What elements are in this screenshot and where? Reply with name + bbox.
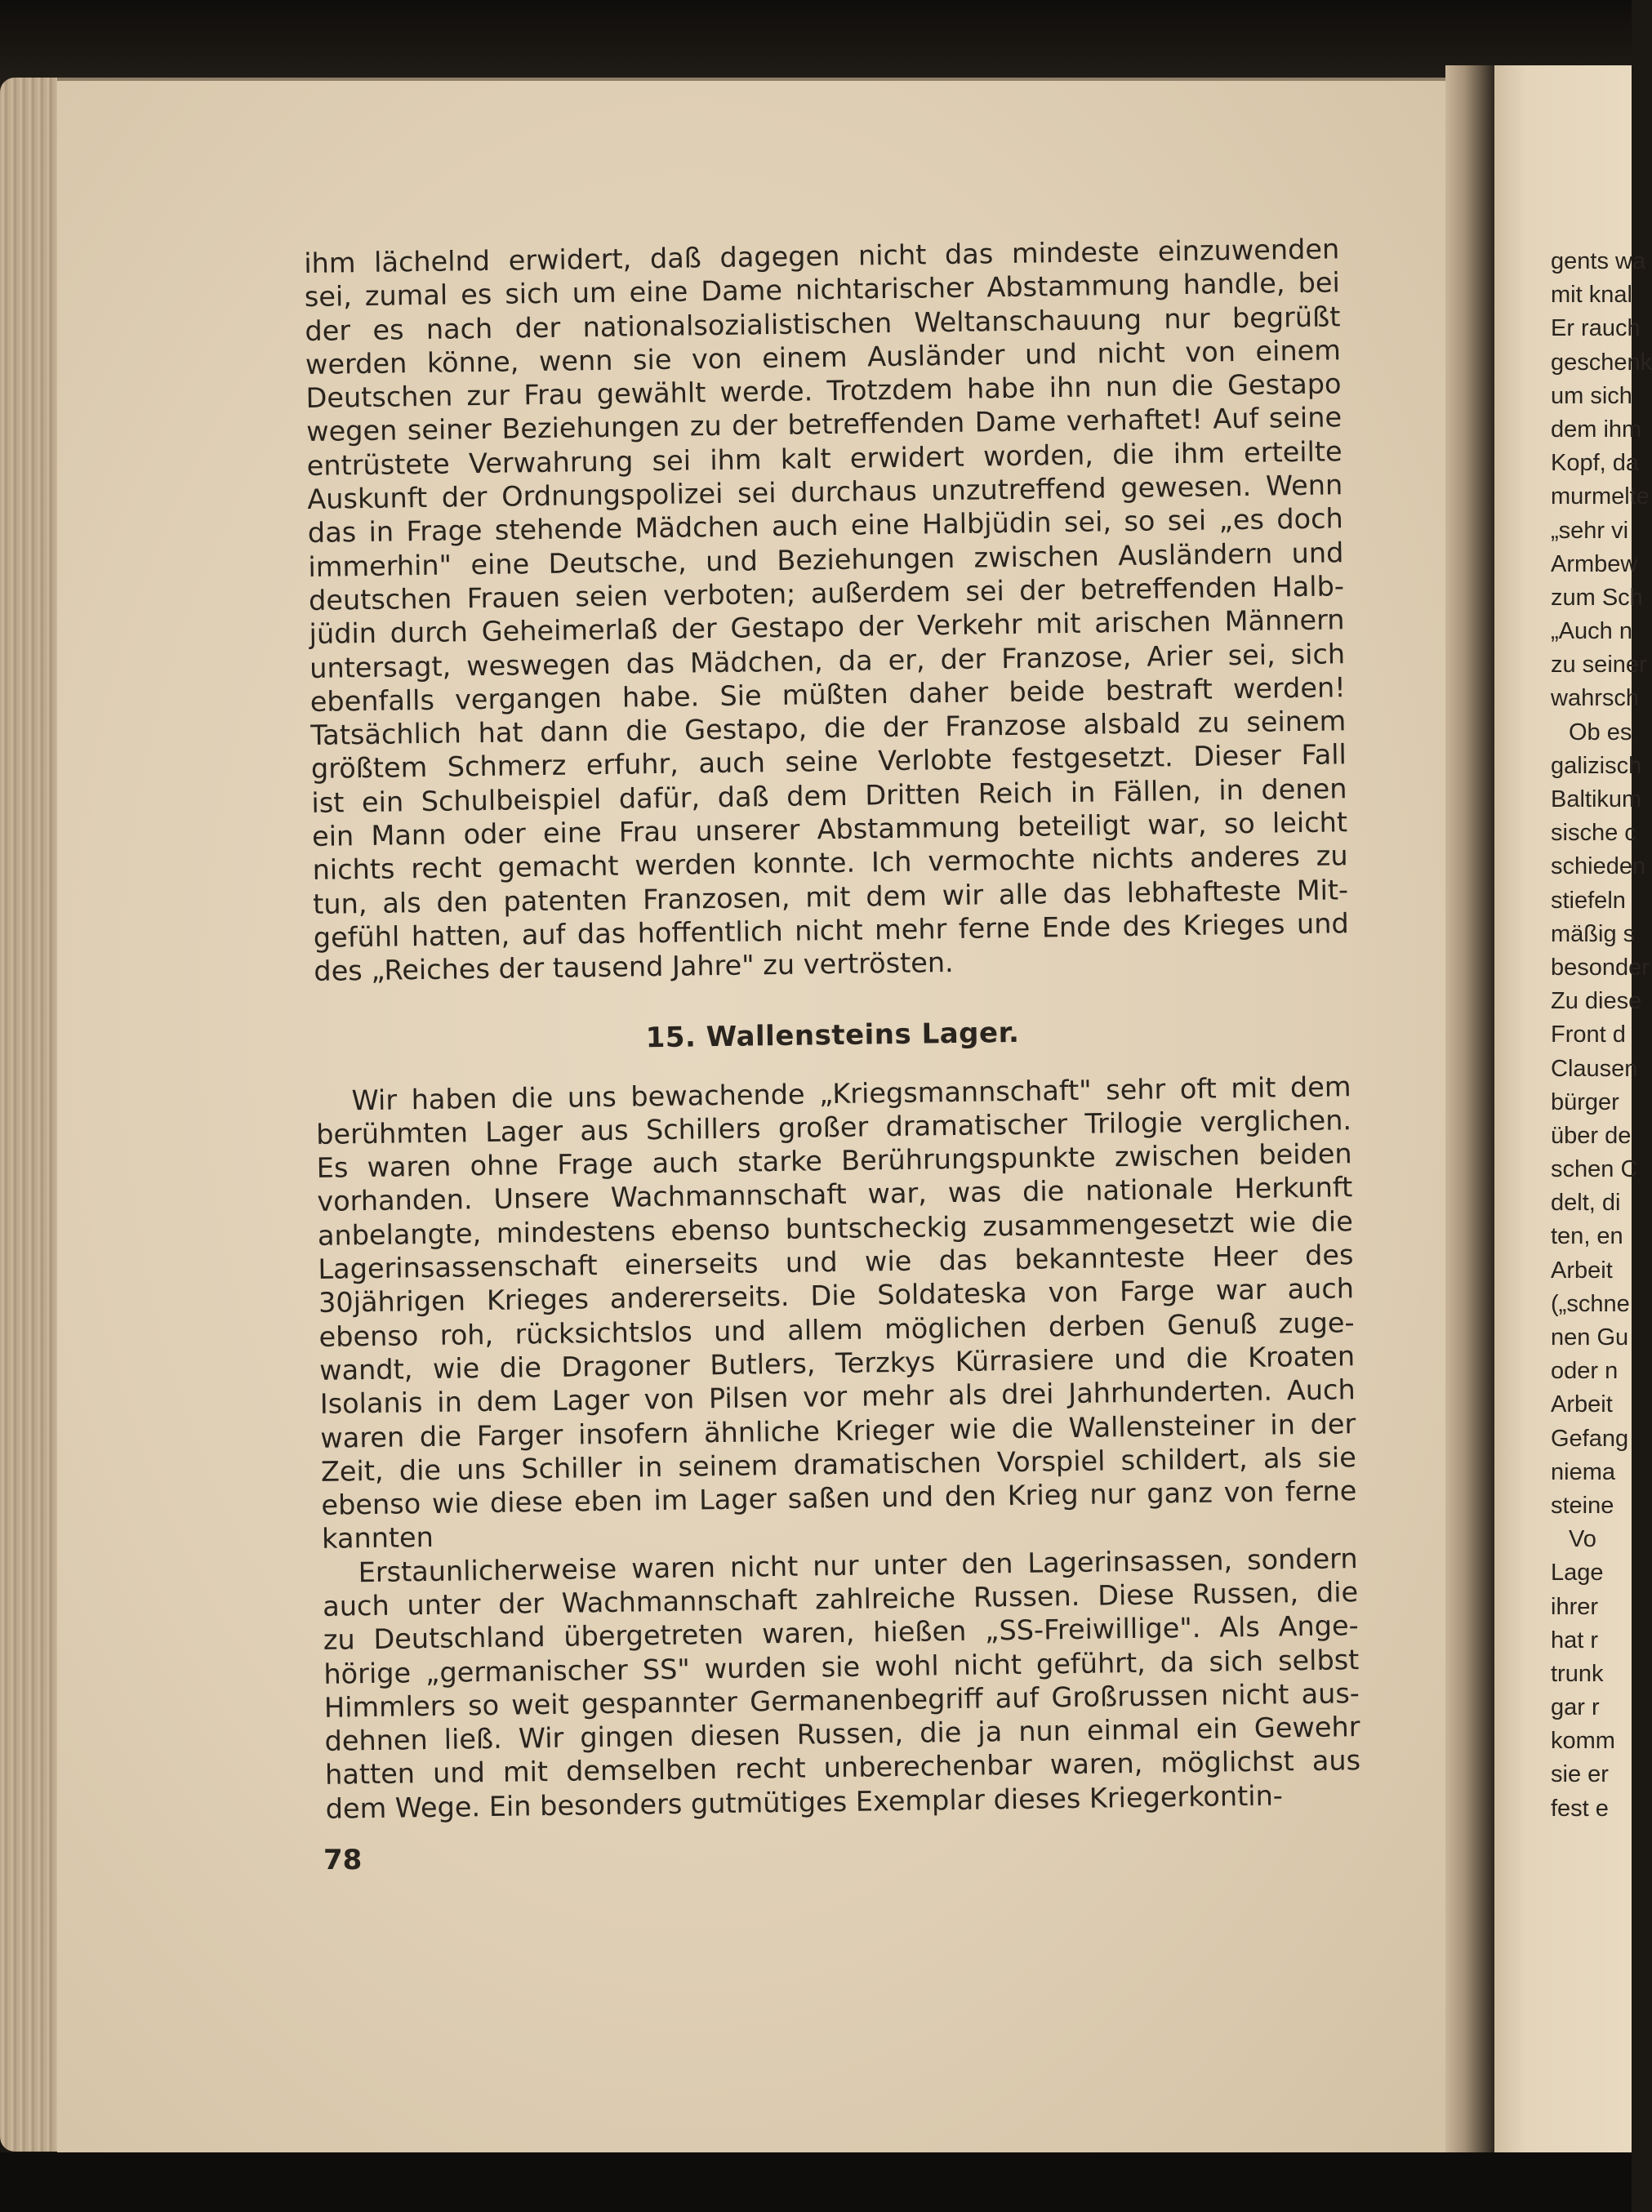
text-line: Tatsächlich hat dann die Gestapo, die der Franzose alsbald zu seinem [310,705,1347,752]
text-line: wegen seiner Beziehungen zu der betreffenden Dame verhaftet! Auf seine [305,401,1343,448]
text-line: gefühl hatten, auf das hoffentlich nicht mehr ferne Ende des Krieges und [313,907,1349,954]
right-page-line: Lage [1551,1560,1604,1587]
scan-background-bottom [0,2152,1632,2212]
right-page-line: steine [1551,1492,1614,1519]
text-line: ihm lächelnd erwidert, daß dagegen nicht das mindeste einzuwenden [304,233,1340,279]
text-line: Isolanis in dem Lager von Pilsen vor mehr als drei Jahrhunderten. Auch [319,1373,1356,1421]
page-number: 78 [323,1844,363,1876]
right-page-line: Baltikum [1551,786,1642,812]
right-page-line: Kopf, da [1551,450,1640,477]
page-text-block [304,232,1361,1826]
paragraph-continued [304,232,1350,988]
text-line: nichts recht gemacht werden konnte. Ich vermochte nichts anderes zu [312,839,1348,887]
right-page-line: Clausen [1551,1055,1638,1082]
right-page-line: wahrsch [1551,685,1639,712]
right-page-line: sie er [1551,1761,1609,1788]
book-gutter [1445,65,1494,2156]
text-line: ebenso roh, rücksichtslos und allem möglichen derben Genuß zuge- [318,1306,1355,1353]
right-page-line: zu seiner [1551,652,1647,679]
right-page-line: hat r [1551,1627,1599,1653]
text-line: immerhin" eine Deutsche, und Beziehungen zwischen Ausländern und [308,536,1344,583]
section-heading: 15. Wallensteins Lager. [645,1016,1020,1054]
text-line: hörige „germanischer SS" wurden sie wohl nicht geführt, da sich selbst [323,1643,1360,1690]
right-page-line: über de [1551,1122,1632,1149]
text-line: untersagt, weswegen das Mädchen, da er, der Franzose, Arier sei, sich [309,637,1346,684]
right-page-line: schen C [1551,1156,1638,1183]
text-line: ebenfalls vergangen habe. Sie müßten daher beide bestraft werden! [309,671,1346,718]
text-line: dem Wege. Ein besonders gutmütiges Exemplar dieses Kriegerkontin- [325,1779,1284,1825]
right-page-line: sische c [1551,820,1636,847]
right-page-line: Armbew [1551,550,1638,577]
right-page-line: ihrer [1551,1593,1599,1620]
right-page-line: mäßig s [1551,920,1636,947]
text-line: ist ein Schulbeispiel dafür, daß dem Dritten Reich in Fällen, in denen [311,772,1347,819]
right-page-line: Gefang [1551,1425,1629,1452]
text-line: Es waren ohne Frage auch starke Berührungspunkte zwischen beiden [316,1137,1352,1185]
text-line: wandt, wie die Dragoner Butlers, Terzkys Kürrasiere und die Kroaten [318,1340,1356,1386]
text-line: Himmlers so weit gespannter Germanenbegriff auf Großrussen nicht aus- [323,1676,1360,1724]
text-line: Deutschen zur Frau gewählt werde. Trotzdem habe ihn nun die Gestapo [305,367,1342,415]
right-page-line: Ob es [1569,719,1632,745]
right-page-line: trunk [1551,1660,1604,1687]
text-line: auch unter der Wachmannschaft zahlreiche Russen. Diese Russen, die [322,1576,1359,1622]
right-page-line: ten, en [1551,1223,1623,1250]
text-line: der es nach der nationalsozialistischen Weltanschauung nur begrüßt [305,300,1341,347]
right-page-line: Arbeit [1551,1257,1613,1284]
right-page-line: schieden [1551,853,1646,880]
right-page-line: besonder [1551,954,1650,981]
right-page-line: niema [1551,1458,1615,1485]
right-page-line: zum Sch [1551,584,1643,611]
right-page-line: murmelte [1551,483,1650,510]
text-line: Lagerinsassenschaft einerseits und wie das bekannteste Heer des [318,1239,1354,1285]
right-page-line: delt, di [1551,1190,1621,1217]
right-page-text-fragment [1551,245,1652,1826]
text-line: Auskunft der Ordnungspolizei sei durchaus unzutreffend gewesen. Wenn [307,469,1343,516]
paragraph-lager [315,1070,1357,1556]
text-line: vorhanden. Unsere Wachmannschaft war, was die nationale Herkunft [317,1171,1353,1218]
right-page-line: gents wa [1551,248,1646,274]
right-page-line: dem ihm [1551,416,1642,443]
right-page-line: „sehr vi [1551,517,1629,544]
text-line: anbelangte, mindestens ebenso buntscheckig zusammengesetzt wie die [317,1204,1354,1252]
paragraph-russen [322,1542,1360,1826]
right-page-line: Front d [1551,1021,1626,1048]
text-line: größtem Schmerz erfuhr, auch seine Verlobte festgesetzt. Dieser Fall [310,738,1347,786]
text-line: das in Frage stehende Mädchen auch eine Halbjüdin sei, so sei „es doch [307,502,1344,550]
right-page-line: komm [1551,1728,1615,1755]
text-line: Wir haben die uns bewachende „Kriegsmannschaft" sehr oft mit dem [351,1070,1351,1116]
text-line: jüdin durch Geheimerlaß der Gestapo der Verkehr mit arischen Männern [309,603,1345,651]
right-page-line: nen Gu [1551,1324,1629,1351]
text-line: ein Mann oder eine Frau unserer Abstammung beteiligt war, so leicht [311,806,1348,852]
text-line: hatten und mit demselben recht unberechenbar waren, möglichst aus [324,1744,1361,1791]
text-line: des „Reiches der tausend Jahre" zu vertrösten. [314,946,954,988]
right-page-line: fest e [1551,1795,1609,1822]
right-page-line: geschenk [1551,349,1652,376]
text-line: tun, als den patenten Franzosen, mit dem wir alle das lebhafteste Mit- [312,873,1349,920]
text-line: deutschen Frauen seien verboten; außerdem sei der betreffenden Halb- [308,570,1345,616]
right-page-line: stiefeln [1551,887,1626,914]
right-page-line: gar r [1551,1694,1600,1721]
right-page-line: bürger [1551,1088,1619,1115]
text-line: kannten [321,1521,434,1556]
right-page-line: („schne [1551,1290,1630,1317]
right-page-line: mit knal [1551,282,1632,309]
text-line: berühmten Lager aus Schillers großer dramatischer Trilogie verglichen. [315,1104,1352,1151]
right-page-line: um sich [1551,382,1632,409]
right-page-line: Zu diese [1551,988,1642,1015]
text-line: werden könne, wenn sie von einem Ausländer und nicht von einem [305,334,1342,381]
text-line: sei, zumal es sich um eine Dame nichtarischer Abstammung handle, bei [304,266,1341,314]
right-page-line: galizisch [1551,752,1642,779]
text-line: entrüstete Verwahrung sei ihm kalt erwidert worden, die ihm erteilte [306,435,1343,482]
right-page-line: Er rauch [1551,315,1641,342]
right-page-line: Arbeit [1551,1391,1613,1418]
text-line: ebenso wie diese eben im Lager saßen und den Krieg nur ganz von ferne [321,1475,1357,1521]
text-line: waren die Farger insofern ähnliche Krieger wie die Wallensteiner in der [320,1407,1356,1454]
right-page-line: oder n [1551,1358,1619,1385]
right-page-line: Vo [1569,1526,1596,1553]
text-line: Zeit, die uns Schiller in seinem dramatischen Vorspiel schildert, als sie [320,1440,1357,1488]
right-page-line: „Auch n [1551,618,1632,645]
text-line: Erstaunlicherweise waren nicht nur unter den Lagerinsassen, sondern [358,1542,1358,1588]
text-line: zu Deutschland übergetreten waren, hießen „SS-Freiwillige". Als Ange- [323,1609,1359,1657]
text-line: dehnen ließ. Wir gingen diesen Russen, die ja nun einmal ein Gewehr [324,1711,1360,1757]
text-line: 30jährigen Krieges andererseits. Die Soldateska von Farge war auch [318,1272,1355,1320]
